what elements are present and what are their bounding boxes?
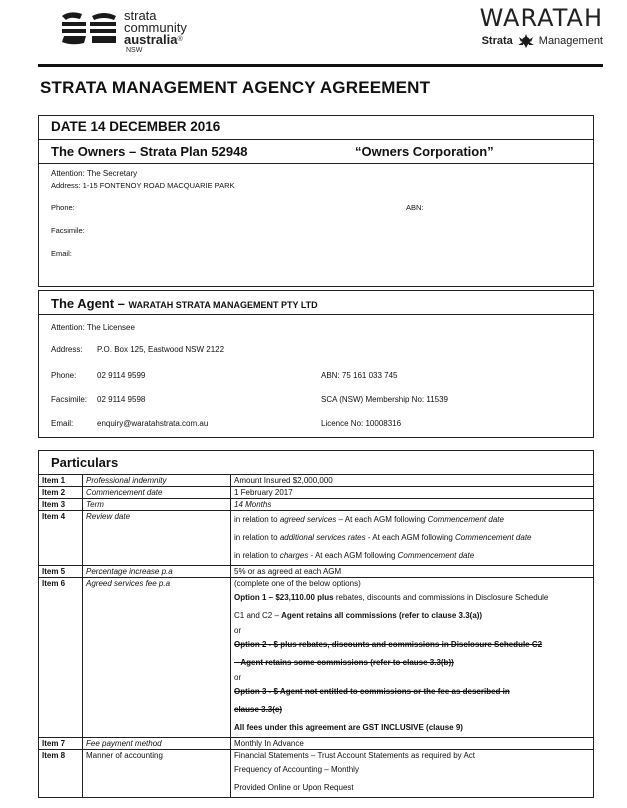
- table-row: [39, 499, 594, 511]
- particulars-heading: Particulars: [38, 450, 594, 474]
- owners-corporation-label: “Owners Corporation”: [355, 144, 494, 159]
- owners-phone-label: Phone:: [51, 203, 75, 212]
- owners-heading: The Owners – Strata Plan 52948: [51, 144, 248, 159]
- option-1-line-1: Option 1 – $23,110.00 plus rebates, discounts and commissions in Disclosure Schedule: [234, 593, 549, 602]
- option-2-line-1: Option 2 - $ plus rebates, discounts and commissions in Disclosure Schedule C2: [234, 640, 543, 649]
- particulars-table: [38, 474, 594, 798]
- item-number: Item 3: [39, 499, 83, 511]
- agent-phone-label: Phone:: [51, 371, 77, 380]
- item-value: Amount Insured $2,000,000: [231, 475, 594, 487]
- item-number: Item 2: [39, 487, 83, 499]
- owners-email-label: Email:: [51, 249, 72, 258]
- option-3-line-2: clause 3.3(c): [234, 705, 283, 714]
- table-row: [39, 578, 594, 738]
- review-line-1: in relation to agreed services – At each AGM following Commencement date: [234, 515, 504, 524]
- owners-details: [39, 164, 593, 258]
- sca-logo-text: [124, 10, 187, 55]
- option-2-line-2: – Agent retains some commissions (refer to clause 3.3(b)): [234, 658, 454, 667]
- item-number: Item 4: [39, 511, 83, 566]
- strata-community-australia-logo: [60, 6, 210, 58]
- agent-section: [38, 290, 594, 438]
- agent-address: P.O. Box 125, Eastwood NSW 2122: [97, 345, 225, 354]
- agent-licence: Licence No: 10008316: [321, 419, 402, 428]
- agent-email: enquiry@waratahstrata.com.au: [97, 419, 209, 428]
- item-number: Item 6: [39, 578, 83, 738]
- agent-heading-row: [39, 291, 593, 315]
- or-1: or: [234, 626, 242, 635]
- sca-reg: ®: [177, 36, 183, 43]
- agent-address-label: Address:: [51, 345, 83, 354]
- review-line-2: in relation to additional services rates - At each AGM following Commencement date: [234, 533, 532, 542]
- table-row: [39, 511, 594, 566]
- item-number: Item 8: [39, 750, 83, 798]
- agent-fax: 02 9114 9598: [97, 395, 146, 404]
- accounting-line-3: Provided Online or Upon Request: [234, 783, 354, 792]
- header-rule: [38, 64, 603, 67]
- accounting-line-2: Frequency of Accounting – Monthly: [234, 765, 359, 774]
- option-1-line-2: C1 and C2 – Agent retains all commissions (refer to clause 3.3(a)): [234, 611, 483, 620]
- sca-line3: australia: [124, 32, 178, 47]
- waratah-management: Management: [538, 35, 603, 47]
- item-label: Term: [83, 499, 231, 511]
- sca-line4: NSW: [126, 47, 143, 54]
- option-3-line-1: Option 3 - $ Agent not entitled to commissions or the fee as described in: [234, 687, 510, 696]
- item-value: [231, 750, 594, 798]
- item-value: Monthly In Advance: [231, 738, 594, 750]
- item-label: Commencement date: [83, 487, 231, 499]
- owners-abn-label: ABN:: [406, 203, 424, 212]
- owners-attention: Attention: The Secretary: [51, 169, 138, 178]
- table-row: [39, 566, 594, 578]
- table-row: [39, 475, 594, 487]
- item-number: Item 1: [39, 475, 83, 487]
- agent-sca-membership: SCA (NSW) Membership No: 11539: [321, 395, 449, 404]
- waratah-title: WARATAH: [479, 4, 603, 32]
- agent-abn: ABN: 75 161 033 745: [321, 371, 398, 380]
- agent-heading: The Agent –: [51, 296, 129, 311]
- item-value: 5% or as agreed at each AGM: [231, 566, 594, 578]
- owners-fax-label: Facsimile:: [51, 226, 85, 235]
- item-number: Item 7: [39, 738, 83, 750]
- review-line-3: in relation to charges - At each AGM following Commencement date: [234, 551, 475, 560]
- item-label: Agreed services fee p.a: [83, 578, 231, 738]
- agent-phone: 02 9114 9599: [97, 371, 146, 380]
- item-value: [231, 511, 594, 566]
- table-row: [39, 750, 594, 798]
- item-value: 14 Months: [231, 499, 594, 511]
- waratah-flower-icon: [515, 34, 537, 48]
- waratah-strata: Strata: [481, 35, 513, 47]
- agent-email-label: Email:: [51, 419, 74, 428]
- item-label: Percentage increase p.a: [83, 566, 231, 578]
- accounting-line-1: Financial Statements – Trust Account Statements as required by Act: [234, 751, 476, 760]
- document-title: STRATA MANAGEMENT AGENCY AGREEMENT: [40, 78, 431, 97]
- item-label: Review date: [83, 511, 231, 566]
- sca-logo-icon: [60, 10, 120, 50]
- item-label: Manner of accounting: [83, 750, 231, 798]
- item-label: Professional indemnity: [83, 475, 231, 487]
- item-label: Fee payment method: [83, 738, 231, 750]
- item-value: 1 February 2017: [231, 487, 594, 499]
- owners-address: Address: 1-15 FONTENOY ROAD MACQUARIE PARK: [51, 181, 235, 190]
- or-2: or: [234, 673, 242, 682]
- agent-fax-label: Facsimile:: [51, 395, 88, 404]
- owners-section: [38, 115, 594, 287]
- agent-attention: Attention: The Licensee: [51, 323, 135, 332]
- table-row: [39, 738, 594, 750]
- item-number: Item 5: [39, 566, 83, 578]
- gst-note: All fees under this agreement are GST INCLUSIVE (clause 9): [234, 723, 463, 732]
- waratah-logo: [480, 4, 603, 48]
- item-value: [231, 578, 594, 738]
- date-line: DATE 14 DECEMBER 2016: [39, 116, 593, 140]
- table-row: [39, 487, 594, 499]
- sca-line1: strata: [124, 8, 157, 23]
- owners-heading-row: [39, 140, 593, 164]
- fee-intro: (complete one of the below options): [234, 579, 361, 588]
- sca-line2: community: [124, 20, 187, 35]
- agent-company: WARATAH STRATA MANAGEMENT PTY LTD: [128, 300, 318, 310]
